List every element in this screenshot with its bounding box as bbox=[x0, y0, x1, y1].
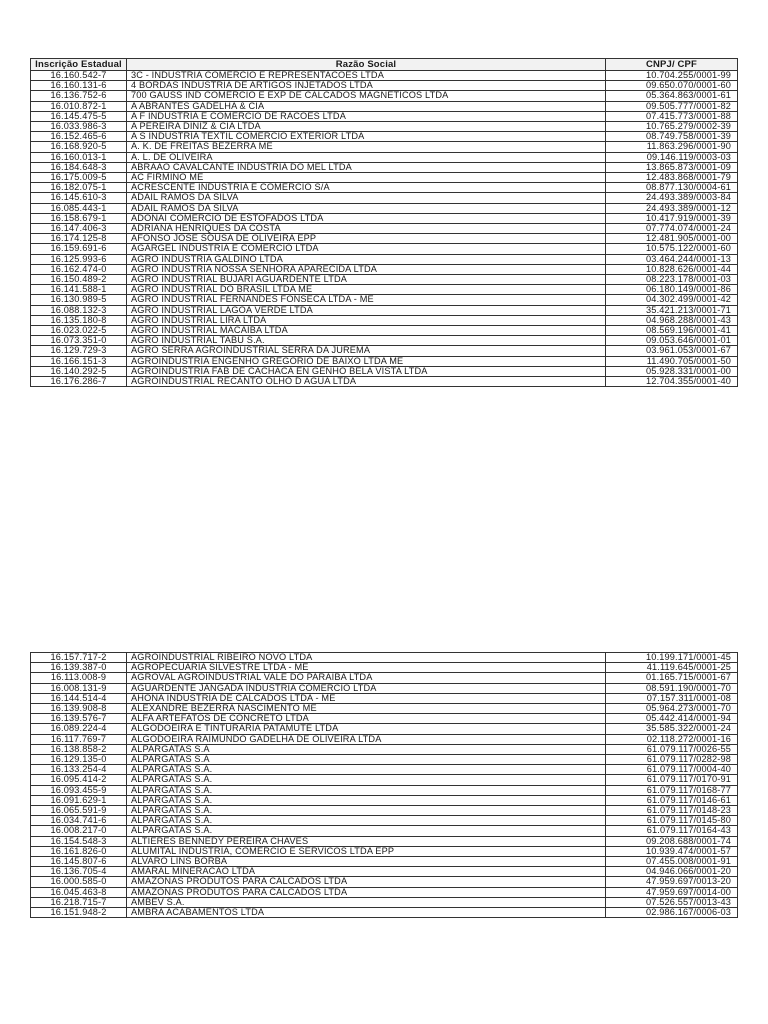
table-row bbox=[31, 224, 738, 234]
table-row bbox=[31, 234, 738, 244]
table-row bbox=[31, 336, 738, 346]
inscricao-estadual-cell: 16.034.741-6 bbox=[31, 816, 127, 826]
inscricao-estadual-cell: 16.008.131-9 bbox=[31, 683, 127, 693]
cnpj-cpf-cell: 61.079.117/0004-40 bbox=[606, 765, 738, 775]
cnpj-cpf-cell: 03.464.244/0001-13 bbox=[606, 254, 738, 264]
cnpj-cpf-cell: 61.079.117/0026-55 bbox=[606, 744, 738, 754]
razao-social-cell: AMBEV S.A. bbox=[127, 897, 606, 907]
cnpj-cpf-cell: 07.415.773/0001-88 bbox=[606, 111, 738, 121]
cnpj-cpf-cell: 02.118.272/0001-16 bbox=[606, 734, 738, 744]
inscricao-estadual-cell: 16.125.993-6 bbox=[31, 254, 127, 264]
cnpj-cpf-cell: 05.442.414/0001-94 bbox=[606, 714, 738, 724]
inscricao-estadual-cell: 16.091.629-1 bbox=[31, 795, 127, 805]
cnpj-cpf-cell: 07.455.008/0001-91 bbox=[606, 857, 738, 867]
razao-social-cell: ALGODOEIRA RAIMUNDO GADELHA DE OLIVEIRA LTDA bbox=[127, 734, 606, 744]
inscricao-estadual-cell: 16.136.752-6 bbox=[31, 91, 127, 101]
cnpj-cpf-cell: 04.946.066/0001-20 bbox=[606, 867, 738, 877]
inscricao-estadual-cell: 16.168.920-5 bbox=[31, 142, 127, 152]
inscricao-estadual-cell: 16.145.610-3 bbox=[31, 193, 127, 203]
inscricao-estadual-cell: 16.089.224-4 bbox=[31, 724, 127, 734]
table-row bbox=[31, 101, 738, 111]
table-row bbox=[31, 785, 738, 795]
razao-social-cell: AGROINDUSTRIA FAB DE CACHACA EN GENHO BELA VISTA LTDA bbox=[127, 366, 606, 376]
cnpj-cpf-cell: 47.959.697/0013-20 bbox=[606, 877, 738, 887]
inscricao-estadual-cell: 16.000.585-0 bbox=[31, 877, 127, 887]
table-row bbox=[31, 295, 738, 305]
inscricao-estadual-cell: 16.139.908-8 bbox=[31, 704, 127, 714]
table-row bbox=[31, 91, 738, 101]
razao-social-cell: ALPARGATAS S.A bbox=[127, 755, 606, 765]
razao-social-cell: ALPARGATAS S.A. bbox=[127, 806, 606, 816]
table-row bbox=[31, 744, 738, 754]
razao-social-cell: AGRO INDUSTRIAL BUJARI AGUARDENTE LTDA bbox=[127, 275, 606, 285]
table-row bbox=[31, 173, 738, 183]
inscricao-estadual-cell: 16.139.387-0 bbox=[31, 663, 127, 673]
inscricao-estadual-cell: 16.085.443-1 bbox=[31, 203, 127, 213]
table-row bbox=[31, 683, 738, 693]
razao-social-cell: AFONSO JOSE SOUSA DE OLIVEIRA EPP bbox=[127, 234, 606, 244]
table-row bbox=[31, 264, 738, 274]
inscricao-estadual-cell: 16.135.180-8 bbox=[31, 315, 127, 325]
razao-social-cell: AGRO INDUSTRIA GALDINO LTDA bbox=[127, 254, 606, 264]
razao-social-cell: ALPARGATAS S.A. bbox=[127, 785, 606, 795]
inscricao-estadual-cell: 16.136.705-4 bbox=[31, 867, 127, 877]
table-row bbox=[31, 315, 738, 325]
razao-social-cell: AGROINDUSTRIA ENGENHO GREGORIO DE BAIXO LTDA ME bbox=[127, 356, 606, 366]
table-row bbox=[31, 806, 738, 816]
inscricao-estadual-cell: 16.150.489-2 bbox=[31, 275, 127, 285]
razao-social-cell: A F INDUSTRIA E COMERCIO DE RACOES LTDA bbox=[127, 111, 606, 121]
cnpj-cpf-cell: 12.481.905/0001-00 bbox=[606, 234, 738, 244]
cnpj-cpf-cell: 10.199.171/0001-45 bbox=[606, 653, 738, 663]
table-row bbox=[31, 653, 738, 663]
registry-table-page-2 bbox=[30, 652, 738, 918]
inscricao-estadual-cell: 16.010.872-1 bbox=[31, 101, 127, 111]
inscricao-estadual-cell: 16.033.986-3 bbox=[31, 122, 127, 132]
cnpj-cpf-cell: 61.079.117/0148-23 bbox=[606, 806, 738, 816]
razao-social-cell: A ABRANTES GADELHA & CIA bbox=[127, 101, 606, 111]
inscricao-estadual-cell: 16.117.769-7 bbox=[31, 734, 127, 744]
inscricao-estadual-cell: 16.154.548-3 bbox=[31, 836, 127, 846]
cnpj-cpf-cell: 41.119.645/0001-25 bbox=[606, 663, 738, 673]
razao-social-cell: ALPARGATAS S.A. bbox=[127, 775, 606, 785]
inscricao-estadual-cell: 16.151.948-2 bbox=[31, 908, 127, 918]
table-header-row bbox=[31, 59, 738, 71]
razao-social-cell: AGRO INDUSTRIA NOSSA SENHORA APARECIDA LTDA bbox=[127, 264, 606, 274]
inscricao-estadual-cell: 16.160.542-7 bbox=[31, 71, 127, 81]
razao-social-cell: ADRIANA HENRIQUES DA COSTA bbox=[127, 224, 606, 234]
table-row bbox=[31, 704, 738, 714]
table-row bbox=[31, 693, 738, 703]
razao-social-cell: AGRO INDUSTRIAL LIRA LTDA bbox=[127, 315, 606, 325]
header-inscricao-estadual: Inscrição Estadual bbox=[31, 59, 127, 71]
table-row bbox=[31, 897, 738, 907]
razao-social-cell: AGARGEL INDUSTRIA E COMERCIO LTDA bbox=[127, 244, 606, 254]
razao-social-cell: AGRO INDUSTRIAL LAGOA VERDE LTDA bbox=[127, 305, 606, 315]
cnpj-cpf-cell: 05.364.863/0001-61 bbox=[606, 91, 738, 101]
table-row bbox=[31, 775, 738, 785]
razao-social-cell: 3C - INDUSTRIA COMERCIO E REPRESENTACOES LTDA bbox=[127, 71, 606, 81]
table-row bbox=[31, 857, 738, 867]
cnpj-cpf-cell: 12.483.868/0001-79 bbox=[606, 173, 738, 183]
table-row bbox=[31, 132, 738, 142]
inscricao-estadual-cell: 16.174.125-8 bbox=[31, 234, 127, 244]
inscricao-estadual-cell: 16.065.591-9 bbox=[31, 806, 127, 816]
table-row bbox=[31, 326, 738, 336]
razao-social-cell: AGRO INDUSTRIAL DO BRASIL LTDA ME bbox=[127, 285, 606, 295]
table-row bbox=[31, 142, 738, 152]
inscricao-estadual-cell: 16.023.022-5 bbox=[31, 326, 127, 336]
cnpj-cpf-cell: 07.157.311/0001-08 bbox=[606, 693, 738, 703]
razao-social-cell: ALPARGATAS S.A. bbox=[127, 826, 606, 836]
cnpj-cpf-cell: 11.863.296/0001-90 bbox=[606, 142, 738, 152]
razao-social-cell: ALVARO LINS BORBA bbox=[127, 857, 606, 867]
cnpj-cpf-cell: 08.877.130/0004-61 bbox=[606, 183, 738, 193]
table-row bbox=[31, 254, 738, 264]
cnpj-cpf-cell: 01.165.715/0001-67 bbox=[606, 673, 738, 683]
cnpj-cpf-cell: 07.774.074/0001-24 bbox=[606, 224, 738, 234]
table-body bbox=[31, 653, 738, 918]
table-row bbox=[31, 836, 738, 846]
table-row bbox=[31, 81, 738, 91]
inscricao-estadual-cell: 16.175.009-5 bbox=[31, 173, 127, 183]
razao-social-cell: A PEREIRA DINIZ & CIA LTDA bbox=[127, 122, 606, 132]
table-row bbox=[31, 366, 738, 376]
razao-social-cell: ALPARGATAS S.A. bbox=[127, 816, 606, 826]
razao-social-cell: AMAZONAS PRODUTOS PARA CALCADOS LTDA bbox=[127, 877, 606, 887]
cnpj-cpf-cell: 61.079.117/0145-80 bbox=[606, 816, 738, 826]
table-row bbox=[31, 162, 738, 172]
razao-social-cell: AGRO INDUSTRIAL FERNANDES FONSECA LTDA - ME bbox=[127, 295, 606, 305]
inscricao-estadual-cell: 16.160.013-1 bbox=[31, 152, 127, 162]
cnpj-cpf-cell: 61.079.117/0146-61 bbox=[606, 795, 738, 805]
table-body bbox=[31, 71, 738, 387]
razao-social-cell: A. K. DE FREITAS BEZERRA ME bbox=[127, 142, 606, 152]
cnpj-cpf-cell: 24.493.389/0003-84 bbox=[606, 193, 738, 203]
inscricao-estadual-cell: 16.093.455-9 bbox=[31, 785, 127, 795]
cnpj-cpf-cell: 35.585.322/0001-24 bbox=[606, 724, 738, 734]
cnpj-cpf-cell: 11.490.705/0001-50 bbox=[606, 356, 738, 366]
cnpj-cpf-cell: 09.146.119/0003-03 bbox=[606, 152, 738, 162]
cnpj-cpf-cell: 13.865.873/0001-09 bbox=[606, 162, 738, 172]
cnpj-cpf-cell: 12.704.355/0001-40 bbox=[606, 377, 738, 387]
table-row bbox=[31, 183, 738, 193]
cnpj-cpf-cell: 04.968.288/0001-43 bbox=[606, 315, 738, 325]
cnpj-cpf-cell: 35.421.213/0001-71 bbox=[606, 305, 738, 315]
cnpj-cpf-cell: 08.223.178/0001-03 bbox=[606, 275, 738, 285]
cnpj-cpf-cell: 10.765.279/0002-39 bbox=[606, 122, 738, 132]
cnpj-cpf-cell: 10.575.122/0001-60 bbox=[606, 244, 738, 254]
inscricao-estadual-cell: 16.145.807-6 bbox=[31, 857, 127, 867]
razao-social-cell: AGROINDUSTRIAL RECANTO OLHO D AGUA LTDA bbox=[127, 377, 606, 387]
inscricao-estadual-cell: 16.144.514-4 bbox=[31, 693, 127, 703]
inscricao-estadual-cell: 16.140.292-5 bbox=[31, 366, 127, 376]
cnpj-cpf-cell: 61.079.117/0168-77 bbox=[606, 785, 738, 795]
table-row bbox=[31, 673, 738, 683]
inscricao-estadual-cell: 16.008.217-0 bbox=[31, 826, 127, 836]
inscricao-estadual-cell: 16.129.135-0 bbox=[31, 755, 127, 765]
table-row bbox=[31, 765, 738, 775]
table-row bbox=[31, 867, 738, 877]
table-row bbox=[31, 203, 738, 213]
razao-social-cell: AGRO INDUSTRIAL TABU S.A. bbox=[127, 336, 606, 346]
table-row bbox=[31, 285, 738, 295]
inscricao-estadual-cell: 16.159.691-6 bbox=[31, 244, 127, 254]
razao-social-cell: A S INDUSTRIA TEXTIL COMERCIO EXTERIOR LTDA bbox=[127, 132, 606, 142]
razao-social-cell: AGUARDENTE JANGADA INDUSTRIA COMERCIO LTDA bbox=[127, 683, 606, 693]
table-row bbox=[31, 816, 738, 826]
table-row bbox=[31, 152, 738, 162]
inscricao-estadual-cell: 16.152.465-6 bbox=[31, 132, 127, 142]
registry-table-page-1 bbox=[30, 58, 738, 387]
razao-social-cell: AGROVAL AGROINDUSTRIAL VALE DO PARAIBA LTDA bbox=[127, 673, 606, 683]
razao-social-cell: ALTIERES BENNEDY PEREIRA CHAVES bbox=[127, 836, 606, 846]
header-cnpj-cpf: CNPJ/ CPF bbox=[606, 59, 738, 71]
cnpj-cpf-cell: 02.986.167/0006-03 bbox=[606, 908, 738, 918]
cnpj-cpf-cell: 61.079.117/0282-98 bbox=[606, 755, 738, 765]
inscricao-estadual-cell: 16.138.858-2 bbox=[31, 744, 127, 754]
razao-social-cell: AGRO INDUSTRIAL MACAIBA LTDA bbox=[127, 326, 606, 336]
razao-social-cell: AC FIRMINO ME bbox=[127, 173, 606, 183]
table-row bbox=[31, 122, 738, 132]
inscricao-estadual-cell: 16.139.576-7 bbox=[31, 714, 127, 724]
table-row bbox=[31, 908, 738, 918]
table-row bbox=[31, 275, 738, 285]
table-row bbox=[31, 213, 738, 223]
table-row bbox=[31, 846, 738, 856]
cnpj-cpf-cell: 09.505.777/0001-82 bbox=[606, 101, 738, 111]
razao-social-cell: AMAZONAS PRODUTOS PARA CALCADOS LTDA bbox=[127, 887, 606, 897]
inscricao-estadual-cell: 16.158.679-1 bbox=[31, 213, 127, 223]
inscricao-estadual-cell: 16.161.826-0 bbox=[31, 846, 127, 856]
inscricao-estadual-cell: 16.129.729-3 bbox=[31, 346, 127, 356]
razao-social-cell: ALFA ARTEFATOS DE CONCRETO LTDA bbox=[127, 714, 606, 724]
cnpj-cpf-cell: 09.208.688/0001-74 bbox=[606, 836, 738, 846]
cnpj-cpf-cell: 04.302.499/0001-42 bbox=[606, 295, 738, 305]
razao-social-cell: ALPARGATAS S.A bbox=[127, 744, 606, 754]
inscricao-estadual-cell: 16.113.008-9 bbox=[31, 673, 127, 683]
inscricao-estadual-cell: 16.145.475-5 bbox=[31, 111, 127, 121]
razao-social-cell: ALEXANDRE BEZERRA NASCIMENTO ME bbox=[127, 704, 606, 714]
header-razao-social: Razão Social bbox=[127, 59, 606, 71]
table-row bbox=[31, 724, 738, 734]
razao-social-cell: ABRAAO CAVALCANTE INDUSTRIA DO MEL LTDA bbox=[127, 162, 606, 172]
table-row bbox=[31, 346, 738, 356]
table-row bbox=[31, 356, 738, 366]
razao-social-cell: ALGODOEIRA E TINTURARIA PATAMUTE LTDA bbox=[127, 724, 606, 734]
table-row bbox=[31, 71, 738, 81]
inscricao-estadual-cell: 16.133.254-4 bbox=[31, 765, 127, 775]
razao-social-cell: 4 BORDAS INDUSTRIA DE ARTIGOS INJETADOS LTDA bbox=[127, 81, 606, 91]
inscricao-estadual-cell: 16.184.648-3 bbox=[31, 162, 127, 172]
razao-social-cell: 700 GAUSS IND COMERCIO E EXP DE CALCADOS MAGNETICOS LTDA bbox=[127, 91, 606, 101]
inscricao-estadual-cell: 16.182.075-1 bbox=[31, 183, 127, 193]
table-row bbox=[31, 111, 738, 121]
table-row bbox=[31, 663, 738, 673]
cnpj-cpf-cell: 24.493.389/0001-12 bbox=[606, 203, 738, 213]
cnpj-cpf-cell: 06.180.149/0001-86 bbox=[606, 285, 738, 295]
table-row bbox=[31, 734, 738, 744]
cnpj-cpf-cell: 05.964.273/0001-70 bbox=[606, 704, 738, 714]
cnpj-cpf-cell: 10.704.255/0001-99 bbox=[606, 71, 738, 81]
inscricao-estadual-cell: 16.160.131-6 bbox=[31, 81, 127, 91]
table-row bbox=[31, 887, 738, 897]
inscricao-estadual-cell: 16.176.286-7 bbox=[31, 377, 127, 387]
table-row bbox=[31, 877, 738, 887]
table-row bbox=[31, 193, 738, 203]
cnpj-cpf-cell: 10.939.474/0001-57 bbox=[606, 846, 738, 856]
razao-social-cell: AMARAL MINERACAO LTDA bbox=[127, 867, 606, 877]
inscricao-estadual-cell: 16.130.989-5 bbox=[31, 295, 127, 305]
table-row bbox=[31, 795, 738, 805]
inscricao-estadual-cell: 16.141.588-1 bbox=[31, 285, 127, 295]
razao-social-cell: ALPARGATAS S.A. bbox=[127, 795, 606, 805]
razao-social-cell: AMBRA ACABAMENTOS LTDA bbox=[127, 908, 606, 918]
cnpj-cpf-cell: 03.961.053/0001-67 bbox=[606, 346, 738, 356]
inscricao-estadual-cell: 16.073.351-0 bbox=[31, 336, 127, 346]
razao-social-cell: ADONAI COMERCIO DE ESTOFADOS LTDA bbox=[127, 213, 606, 223]
razao-social-cell: A. L. DE OLIVEIRA bbox=[127, 152, 606, 162]
cnpj-cpf-cell: 09.650.070/0001-60 bbox=[606, 81, 738, 91]
table-row bbox=[31, 826, 738, 836]
cnpj-cpf-cell: 05.928.331/0001-00 bbox=[606, 366, 738, 376]
razao-social-cell: ALUMITAL INDUSTRIA, COMERCIO E SERVICOS LTDA EPP bbox=[127, 846, 606, 856]
inscricao-estadual-cell: 16.218.715-7 bbox=[31, 897, 127, 907]
razao-social-cell: ACRESCENTE INDUSTRIA E COMERCIO S/A bbox=[127, 183, 606, 193]
cnpj-cpf-cell: 07.526.557/0013-43 bbox=[606, 897, 738, 907]
cnpj-cpf-cell: 09.053.646/0001-01 bbox=[606, 336, 738, 346]
cnpj-cpf-cell: 10.417.919/0001-39 bbox=[606, 213, 738, 223]
cnpj-cpf-cell: 61.079.117/0170-91 bbox=[606, 775, 738, 785]
table-row bbox=[31, 244, 738, 254]
table-row bbox=[31, 755, 738, 765]
razao-social-cell: ALPARGATAS S.A. bbox=[127, 765, 606, 775]
cnpj-cpf-cell: 08.749.758/0001-39 bbox=[606, 132, 738, 142]
razao-social-cell: AHONA INDUSTRIA DE CALCADOS LTDA - ME bbox=[127, 693, 606, 703]
inscricao-estadual-cell: 16.095.414-2 bbox=[31, 775, 127, 785]
inscricao-estadual-cell: 16.147.406-3 bbox=[31, 224, 127, 234]
cnpj-cpf-cell: 61.079.117/0164-43 bbox=[606, 826, 738, 836]
inscricao-estadual-cell: 16.157.717-2 bbox=[31, 653, 127, 663]
razao-social-cell: AGRO SERRA AGROINDUSTRIAL SERRA DA JUREMA bbox=[127, 346, 606, 356]
inscricao-estadual-cell: 16.166.151-3 bbox=[31, 356, 127, 366]
cnpj-cpf-cell: 08.591.190/0001-70 bbox=[606, 683, 738, 693]
inscricao-estadual-cell: 16.162.474-0 bbox=[31, 264, 127, 274]
cnpj-cpf-cell: 10.828.626/0001-44 bbox=[606, 264, 738, 274]
inscricao-estadual-cell: 16.088.132-3 bbox=[31, 305, 127, 315]
razao-social-cell: AGROPECUARIA SILVESTRE LTDA - ME bbox=[127, 663, 606, 673]
table-row bbox=[31, 714, 738, 724]
razao-social-cell: ADAIL RAMOS DA SILVA bbox=[127, 193, 606, 203]
razao-social-cell: AGROINDUSTRIAL RIBEIRO NOVO LTDA bbox=[127, 653, 606, 663]
razao-social-cell: ADAIL RAMOS DA SILVA bbox=[127, 203, 606, 213]
table-row bbox=[31, 305, 738, 315]
table-row bbox=[31, 377, 738, 387]
cnpj-cpf-cell: 47.959.697/0014-00 bbox=[606, 887, 738, 897]
inscricao-estadual-cell: 16.045.463-8 bbox=[31, 887, 127, 897]
cnpj-cpf-cell: 08.569.196/0001-41 bbox=[606, 326, 738, 336]
